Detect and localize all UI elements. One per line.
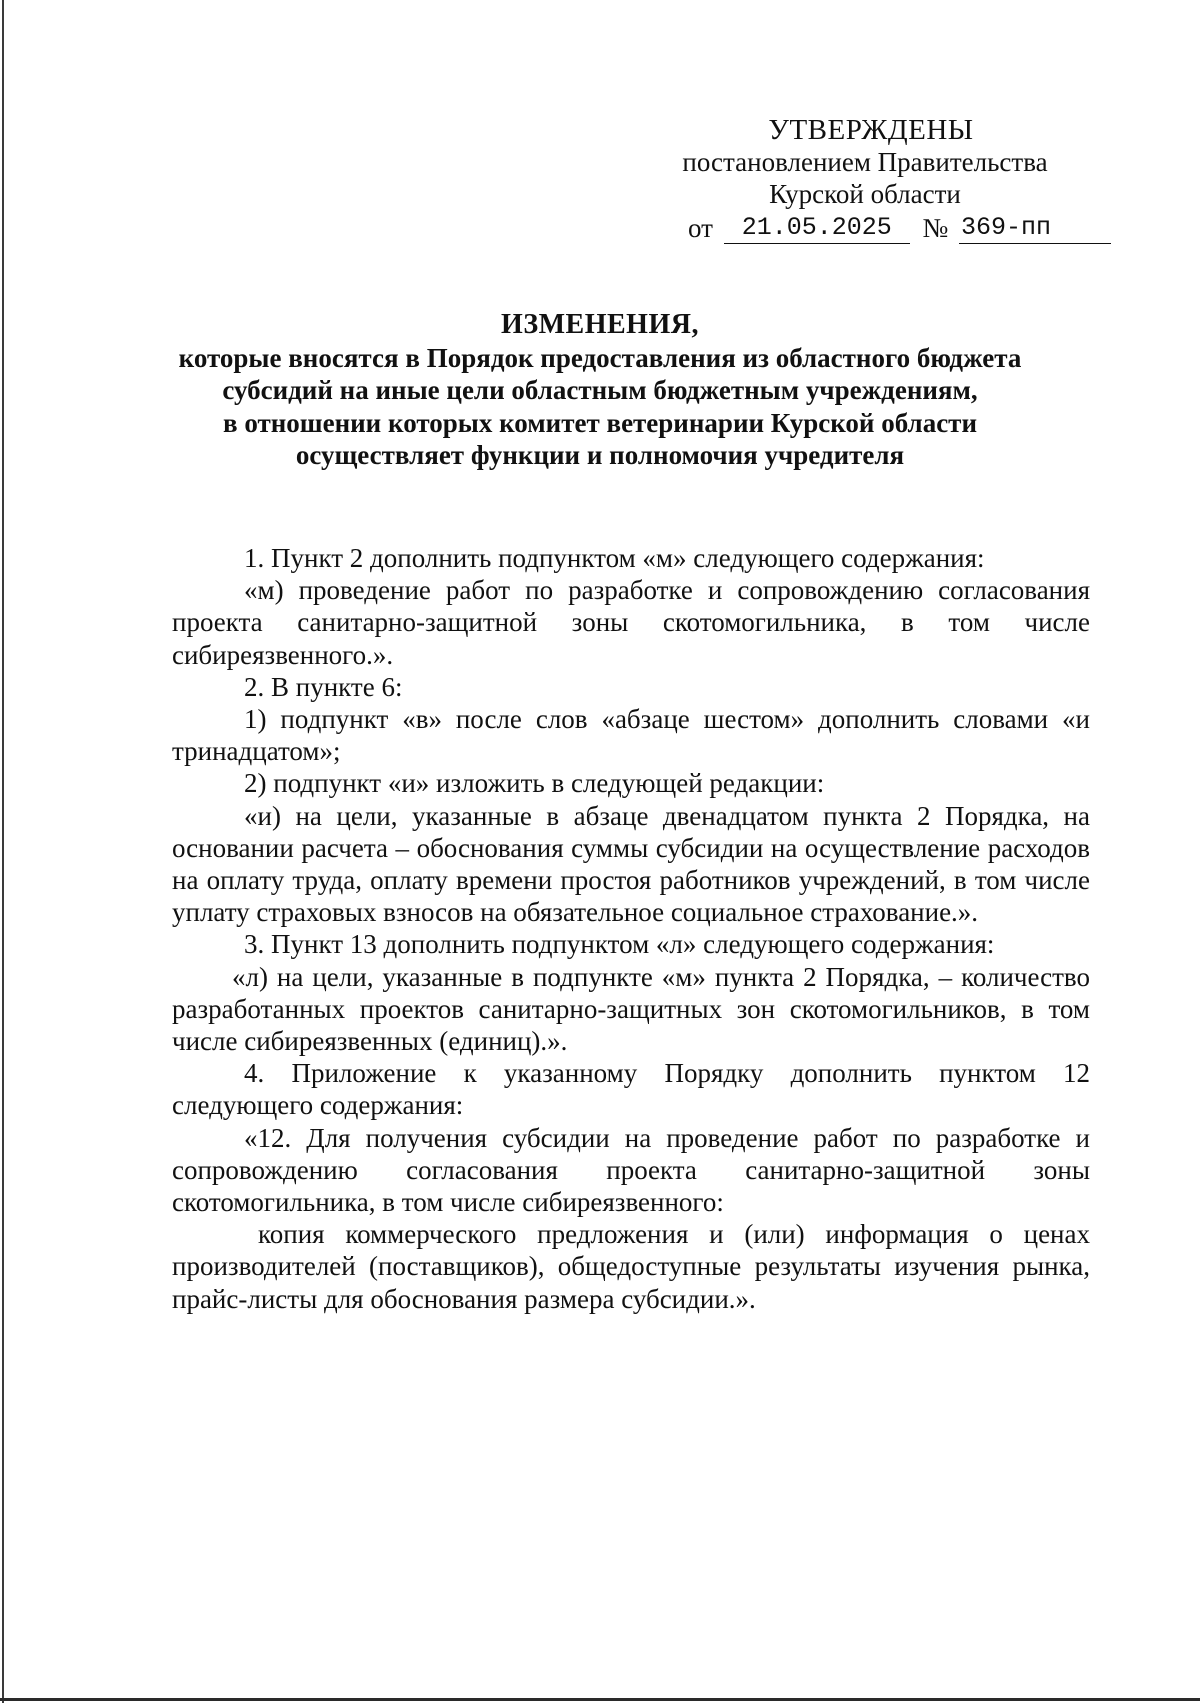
paragraph-10: «12. Для получения субсидии на проведение работ по разработке и сопровождению согласования проекта санитарно-защитной зоны скотомогильника, в том числе сибиреязвенного:: [172, 1122, 1090, 1218]
decree-number: 369-пп: [959, 213, 1111, 244]
registration-line: [688, 212, 1090, 244]
paragraph-7: 3. Пункт 13 дополнить подпунктом «л» следующего содержания:: [244, 929, 995, 960]
paragraph-2: «м) проведение работ по разработке и сопровождению согласования проекта санитарно-защитной зоны скотомогильника, в том числе сибиреязвенного.».: [172, 575, 1090, 670]
document-heading: [150, 309, 1050, 472]
paragraph-4: 1) подпункт «в» после слов «абзаце шестом» дополнить словами «и тринадцатом»;: [172, 704, 1090, 767]
scan-edge-left: [2, 0, 4, 1703]
heading-line-1: которые вносятся в Порядок предоставления из областного бюджета: [178, 342, 1022, 373]
heading-line-3: в отношении которых комитет ветеринарии Курской области: [223, 407, 977, 438]
paragraph-5: 2) подпункт «и» изложить в следующей редакции:: [244, 768, 825, 799]
heading-title: ИЗМЕНЕНИЯ,: [501, 309, 699, 340]
approval-line-1: постановлением Правительства: [682, 147, 1048, 177]
number-label: №: [922, 213, 949, 243]
scan-edge-bottom: [0, 1698, 1200, 1701]
paragraph-6: «и) на цели, указанные в абзаце двенадцатом пункта 2 Порядка, на основании расчета – обоснования суммы субсидии на осуществление расходов на оплату труда, оплату времени простоя работников учреждений, в том числе уплату страховых взносов на обязательное социальное страхование.».: [172, 800, 1090, 928]
heading-line-4: осуществляет функции и полномочия учредителя: [295, 440, 905, 470]
from-label: от: [688, 213, 713, 243]
approval-title: УТВЕРЖДЕНЫ: [768, 114, 974, 146]
document-body: [172, 542, 1090, 1315]
paragraph-3: 2. В пункте 6:: [244, 671, 403, 702]
approval-line-2: Курской области: [769, 179, 961, 209]
approval-block: [640, 114, 1090, 244]
decree-date: 21.05.2025: [724, 213, 910, 244]
paragraph-9: 4. Приложение к указанному Порядку дополнить пунктом 12 следующего содержания:: [172, 1058, 1090, 1121]
paragraph-8: «л) на цели, указанные в подпункте «м» пункта 2 Порядка, – количество разработанных проектов санитарно-защитных зон скотомогильников, в том числе сибиреязвенных (единиц).».: [172, 961, 1090, 1057]
paragraph-11: копия коммерческого предложения и (или) информация о ценах производителей (поставщиков), общедоступные результаты изучения рынка, прайс-листы для обоснования размера субсидии.».: [172, 1219, 1090, 1314]
heading-line-2: субсидий на иные цели областным бюджетным учреждениям,: [222, 375, 978, 405]
paragraph-1: 1. Пункт 2 дополнить подпунктом «м» следующего содержания:: [244, 543, 985, 573]
